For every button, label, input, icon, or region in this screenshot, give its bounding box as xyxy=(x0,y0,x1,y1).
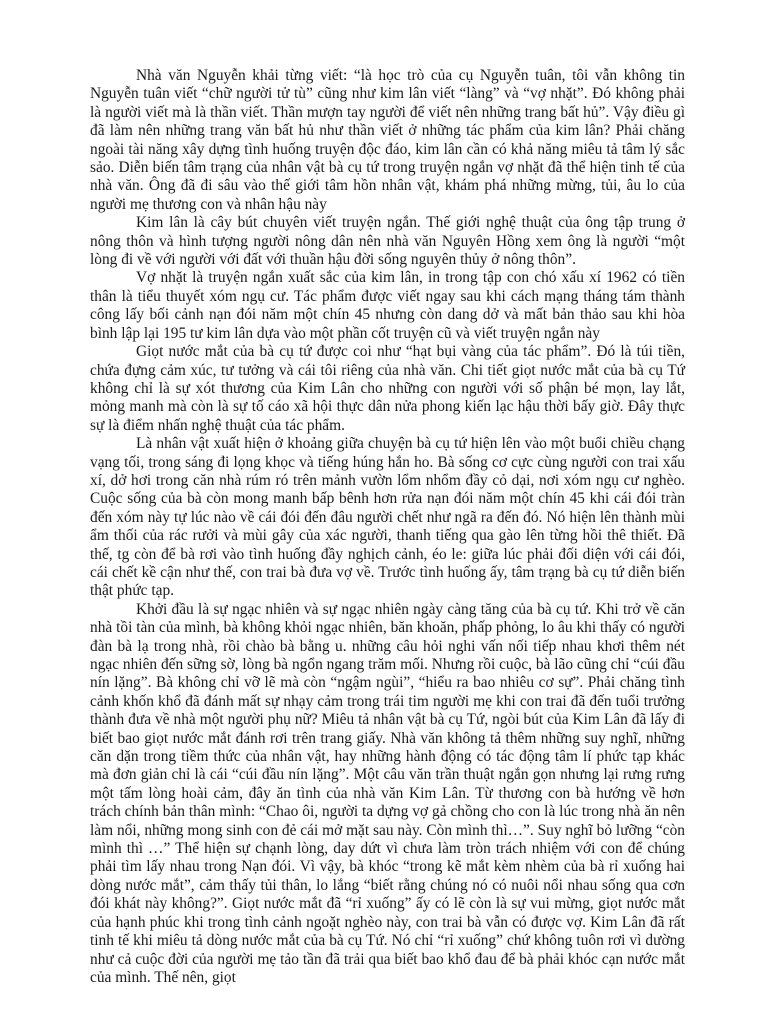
paragraph-5: Là nhân vật xuất hiện ở khoảng giữa chuyện bà cụ tứ hiện lên vào một buổi chiều chạng vạng tối, trong sáng đi lọng khọc và tiếng húng hắn ho. Bà sống cơ cực cùng người con trai xấu xí, dở hơi trong căn nhà rúm ró trên mảnh vườn lổm nhổm đầy cỏ dại, nơi xóm ngụ cư nghèo. Cuộc sống của bà còn mong manh bấp bênh hơn rửa nạn đói năm một chín 45 khi cái đói tràn đến xóm này tự lúc nào về cái đói đến đâu người chết như ngã ra đến đó. Nó hiện lên thành mùi ẩm thối của rác rưởi và mùi gây của xác người, thanh tiếng qua gào lên từng hồi thê thiết. Đã thế, tg còn để bà rơi vào tình huống đầy nghịch cảnh, éo le: giữa lúc phải đối diện với cái đói, cái chết kề cận như thế, con trai bà đưa vợ về. Trước tình huống ấy, tâm trạng bà cụ tứ diễn biến thật phức tạp. xyxy=(90,435,685,600)
document-body xyxy=(90,67,685,987)
paragraph-4: Giọt nước mắt của bà cụ tứ được coi như “hạt bụi vàng của tác phẩm”. Đó là túi tiền, chứa đựng cảm xúc, tư tưởng và cái tôi riêng của nhà văn. Chi tiết giọt nước mắt của bà cụ Tứ không chỉ là sự xót thương của Kim Lân cho những con người với số phận bé mọn, lay lắt, mỏng manh mà còn là sự tố cáo xã hội thực dân nửa phong kiến lạc hậu thời bấy giờ. Đây thực sự là điểm nhấn nghệ thuật của tác phẩm. xyxy=(90,343,685,434)
paragraph-2: Kim lân là cây bút chuyên viết truyện ngắn. Thế giới nghệ thuật của ông tập trung ở nông thôn và hình tượng người nông dân nên nhà văn Nguyên Hồng xem ông là người “một lòng đi về với người với đất với thuần hậu đời sống nguyên thủy ở nông thôn”. xyxy=(90,214,685,269)
paragraph-1: Nhà văn Nguyễn khải từng viết: “là học trò của cụ Nguyễn tuân, tôi vẫn không tin Nguyễn tuân viết “chữ người tử tù” cũng như kim lân viết “làng” và “vợ nhặt”. Đó không phải là người viết mà là thần viết. Thần mượn tay người để viết nên những trang bất hủ”. Vậy điều gì đã làm nên những trang văn bất hủ như thần viết ở những tác phẩm của kim lân? Phải chăng ngoài tài năng xây dựng tình huống truyện độc đáo, kim lân cần có khả năng miêu tả tâm lý sắc sảo. Diễn biến tâm trạng của nhân vật bà cụ tứ trong truyện ngắn vợ nhặt đã thể hiện tinh tế của nhà văn. Ông đã đi sâu vào thế giới tâm hồn nhân vật, khám phá những mừng, tủi, âu lo của người mẹ thương con và nhân hậu này xyxy=(90,67,685,213)
paragraph-6: Khởi đầu là sự ngạc nhiên và sự ngạc nhiên ngày càng tăng của bà cụ tứ. Khi trở về căn nhà tồi tàn của mình, bà không khỏi ngạc nhiên, băn khoăn, phấp phỏng, lo âu khi thấy có người đàn bà lạ trong nhà, rồi chào bà bằng u. những câu hỏi nghi vấn nối tiếp nhau khơi thêm nét ngạc nhiên đến sững sờ, lòng bà ngổn ngang trăm mối. Nhưng rồi cuộc, bà lão cũng chỉ “cúi đầu nín lặng”. Bà không chỉ vỡ lẽ mà còn “ngậm ngùi”, “hiểu ra bao nhiêu cơ sự”. Phải chăng tình cảnh khốn khổ đã đánh mất sự nhạy cảm trong trái tim người mẹ khi con trai đã đến tuổi trưởng thành đưa về nhà một người phụ nữ? Miêu tả nhân vật bà cụ Tứ, ngòi bút của Kim Lân đã lấy đi biết bao giọt nước mắt đánh rơi trên trang giấy. Nhà văn không tả thêm những suy nghĩ, những căn dặn trong tiềm thức của nhân vật, hay những hành động có tác động tâm lí phức tạp khác mà đơn giản chỉ là cái “cúi đầu nín lặng”. Một câu văn trần thuật ngắn gọn nhưng lại rưng rưng một tấm lòng hoài cảm, đây ăn tình của nhà văn Kim Lân. Từ thương con bà hướng về hơn trách chính bản thân mình: “Chao ôi, người ta dựng vợ gả chồng cho con là lúc trong nhà ăn nên làm nổi, những mong sinh con đẻ cái mở mặt sau này. Còn mình thì…”. Suy nghĩ bỏ lưỡng “còn mình thì …” Thể hiện sự chạnh lòng, day dứt vì chưa làm tròn trách nhiệm với con để chúng phải tìm lấy nhau trong Nạn đói. Vì vậy, bà khóc “trong kẽ mắt kèm nhèm của bà rỉ xuống hai dòng nước mắt”, cảm thấy tủi thân, lo lắng “biết rằng chúng nó có nuôi nổi nhau sống qua cơn đói khát này không?”. Giọt nước mắt đã “rỉ xuống” ấy có lẽ còn là sự vui mừng, giọt nước mắt của hạnh phúc khi trong tình cảnh ngoặt nghèo này, con trai bà vẫn có được vợ. Kim Lân đã rất tinh tế khi miêu tả dòng nước mắt của bà cụ Tứ. Nó chỉ “rỉ xuống” chứ không tuôn rơi vì dường như cả cuộc đời của người mẹ tảo tần đã trải qua biết bao khổ đau để bà phải khóc cạn nước mắt của mình. Thế nên, giọt xyxy=(90,600,685,986)
paragraph-3: Vợ nhặt là truyện ngắn xuất sắc của kim lân, in trong tập con chó xấu xí 1962 có tiền thân là tiểu thuyết xóm ngụ cư. Tác phẩm được viết ngay sau khi cách mạng tháng tám thành công lấy bối cảnh nạn đói năm một chín 45 nhưng còn dang dở và mất bản thảo sau khi hòa bình lập lại 195 tư kim lân dựa vào một phần cốt truyện cũ và viết truyện ngắn này xyxy=(90,269,685,342)
